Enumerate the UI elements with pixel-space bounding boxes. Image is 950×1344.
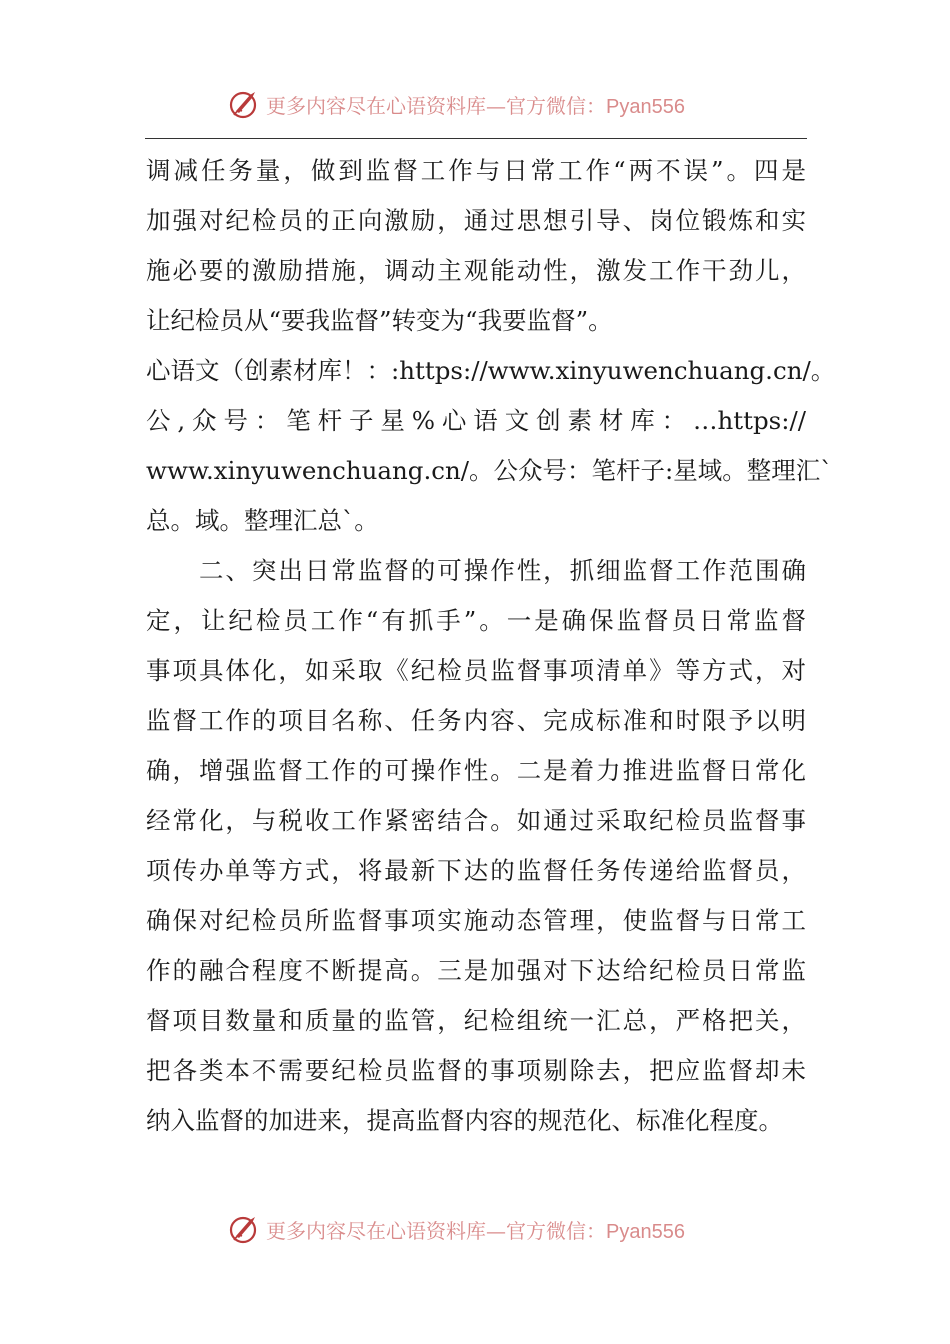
body-line: 作的融合程度不断提高。三是加强对下达给纪检员日常监 (146, 956, 806, 985)
body-line: 加强对纪检员的正向激励，通过思想引导、岗位锻炼和实 (146, 206, 806, 235)
header-divider (145, 138, 807, 139)
footer-banner (0, 1209, 950, 1249)
header-banner (0, 84, 950, 124)
header-banner-label: 更多内容尽在心语资料库—官方微信： (266, 93, 606, 118)
body-line: 督项目数量和质量的监管，纪检组统一汇总，严格把关， (146, 1006, 806, 1035)
footer-banner-text (266, 1215, 685, 1244)
body-line: 监督工作的项目名称、任务内容、完成标准和时限予以明 (146, 706, 806, 735)
body-line: 心语文（创素材库！：:https://www.xinyuwenchuang.cn/。 (146, 356, 836, 385)
body-line: 经常化，与税收工作紧密结合。如通过采取纪检员监督事 (146, 806, 806, 835)
document-body (146, 146, 836, 1146)
body-line: 项传办单等方式，将最新下达的监督任务传递给监督员， (146, 856, 806, 885)
footer-banner-label: 更多内容尽在心语资料库—官方微信： (266, 1218, 606, 1243)
body-line: 把各类本不需要纪检员监督的事项剔除去，把应监督却未 (146, 1056, 806, 1085)
body-line: 确保对纪检员所监督事项实施动态管理，使监督与日常工 (146, 906, 806, 935)
header-wechat-id: Pyan556 (606, 95, 685, 118)
body-line: www.xinyuwenchuang.cn/。公众号：笔杆子:星域。整理汇` (146, 456, 833, 485)
footer-wechat-id: Pyan556 (606, 1220, 685, 1243)
body-line: 事项具体化，如采取《纪检员监督事项清单》等方式，对 (146, 656, 806, 685)
header-banner-text (266, 90, 685, 119)
pen-logo-icon (228, 1212, 262, 1246)
body-line: 让纪检员从“要我监督”转变为“我要监督”。 (146, 306, 613, 335)
body-line: 施必要的激励措施，调动主观能动性，激发工作干劲儿， (146, 256, 806, 285)
body-line: 总。域。整理汇总`。 (146, 506, 379, 535)
body-line: 二、突出日常监督的可操作性，抓细监督工作范围确 (146, 556, 806, 585)
body-line: 定，让纪检员工作“有抓手”。一是确保监督员日常监督 (146, 606, 806, 635)
body-line: 公,众号：笔杆子星%心语文创素材库：…https:// (146, 406, 806, 435)
pen-logo-icon (228, 87, 262, 121)
body-line: 调减任务量，做到监督工作与日常工作“两不误”。四是 (146, 156, 806, 185)
body-line: 纳入监督的加进来，提高监督内容的规范化、标准化程度。 (146, 1106, 783, 1135)
body-line: 确，增强监督工作的可操作性。二是着力推进监督日常化 (146, 756, 806, 785)
